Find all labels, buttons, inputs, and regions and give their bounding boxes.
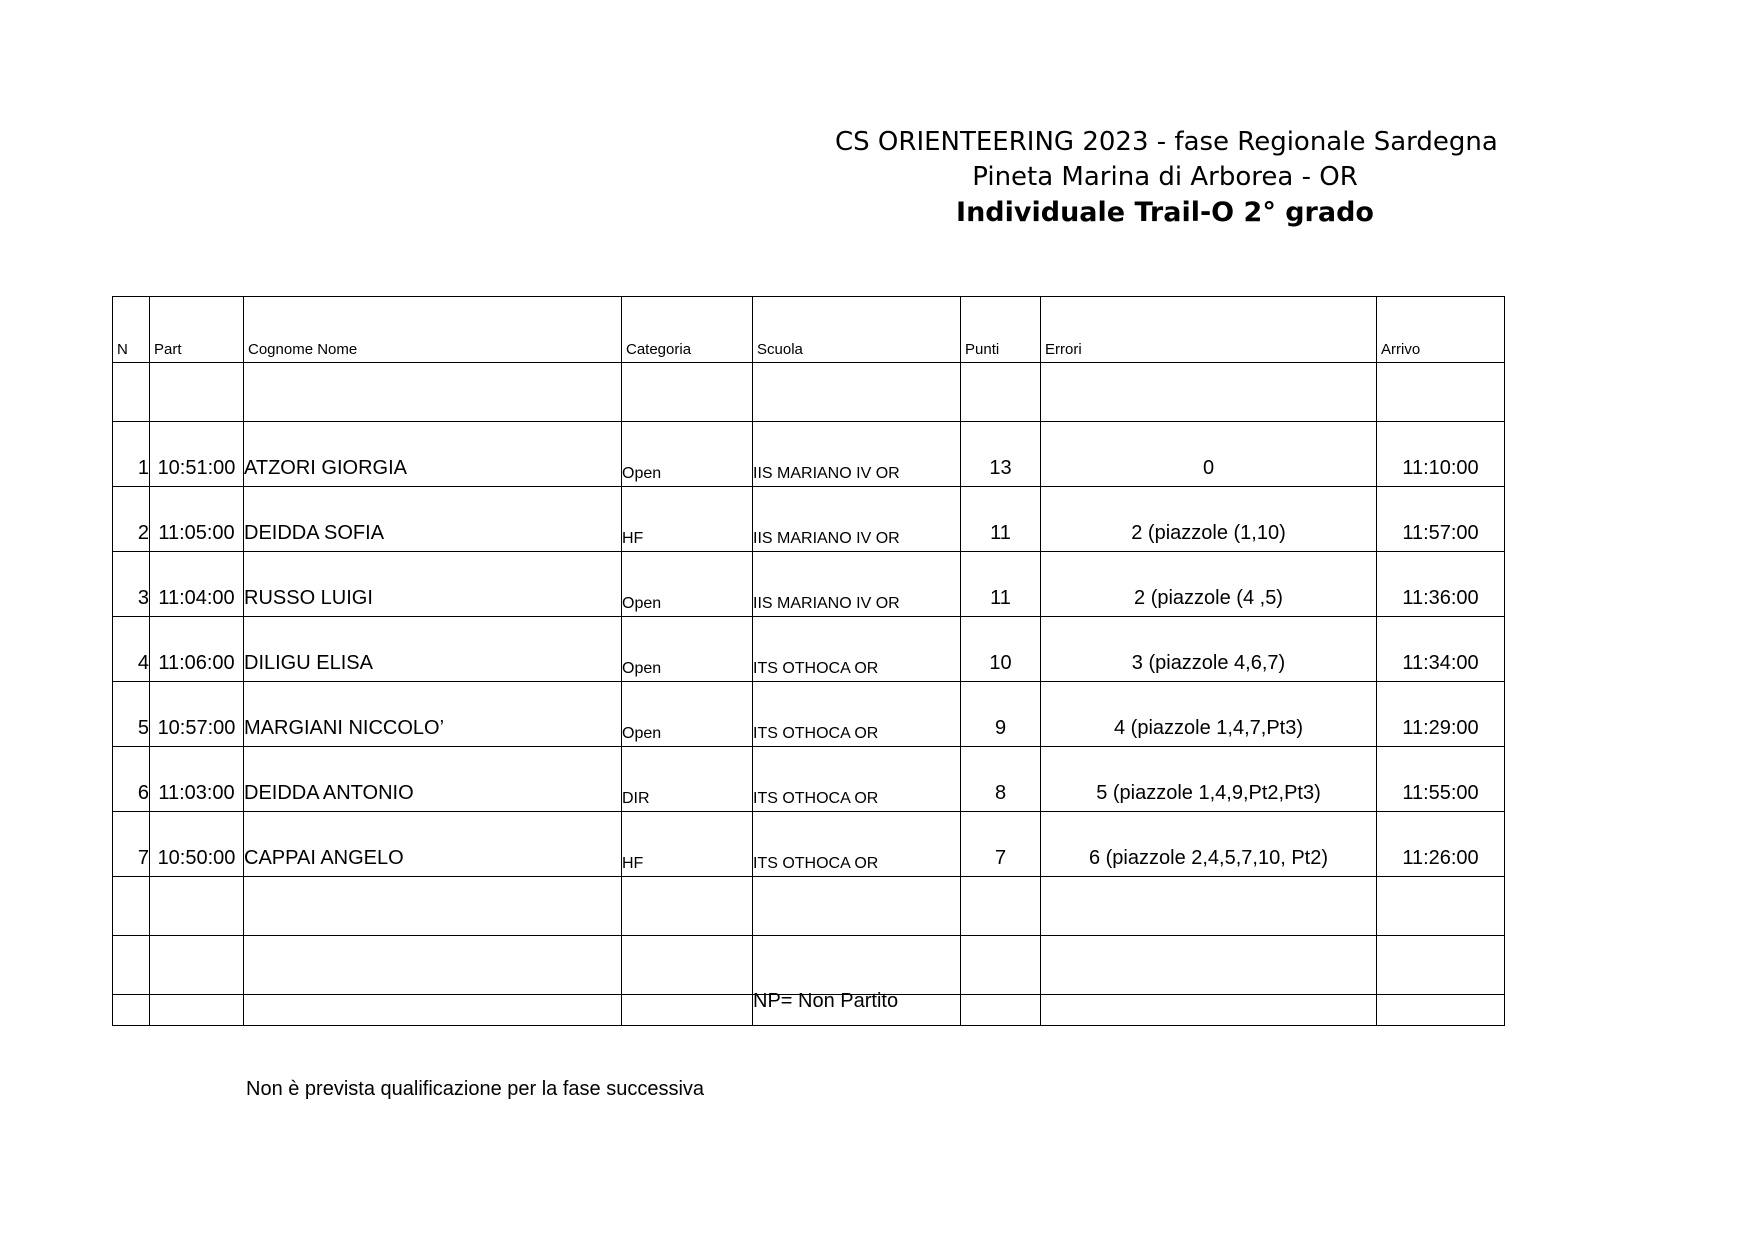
column-header-name: Cognome Nome <box>244 297 622 363</box>
document-title: CS ORIENTEERING 2023 - fase Regionale Sardegna <box>835 127 1498 157</box>
cell-part: 11:04:00 <box>150 552 244 617</box>
cell-school: ITS OTHOCA OR <box>753 617 961 682</box>
cell-name: DEIDDA ANTONIO <box>244 747 622 812</box>
cell-errors: 5 (piazzole 1,4,9,Pt2,Pt3) <box>1041 747 1377 812</box>
cell-arrival: 11:55:00 <box>1377 747 1505 812</box>
cell-part: 10:57:00 <box>150 682 244 747</box>
cell-name: ATZORI GIORGIA <box>244 422 622 487</box>
cell-category: Open <box>622 552 753 617</box>
empty-row <box>113 363 1505 422</box>
cell-part: 11:05:00 <box>150 487 244 552</box>
qualification-note: Non è prevista qualificazione per la fase successiva <box>246 1078 705 1100</box>
cell-part: 10:51:00 <box>150 422 244 487</box>
event-location: Pineta Marina di Arborea - OR <box>972 162 1358 192</box>
cell-name: DEIDDA SOFIA <box>244 487 622 552</box>
cell-errors: 2 (piazzole (1,10) <box>1041 487 1377 552</box>
table-row <box>113 487 1505 552</box>
table-row <box>113 747 1505 812</box>
column-header-points: Punti <box>961 297 1041 363</box>
cell-errors: 2 (piazzole (4 ,5) <box>1041 552 1377 617</box>
cell-errors: 3 (piazzole 4,6,7) <box>1041 617 1377 682</box>
cell-part: 11:03:00 <box>150 747 244 812</box>
table-row <box>113 617 1505 682</box>
cell-school: ITS OTHOCA OR <box>753 747 961 812</box>
cell-points: 9 <box>961 682 1041 747</box>
results-table <box>112 296 1505 1026</box>
cell-n: 1 <box>113 422 150 487</box>
cell-school: IIS MARIANO IV OR <box>753 552 961 617</box>
cell-category: Open <box>622 682 753 747</box>
cell-name: RUSSO LUIGI <box>244 552 622 617</box>
cell-arrival: 11:10:00 <box>1377 422 1505 487</box>
np-legend: NP= Non Partito <box>753 990 899 1012</box>
column-header-category: Categoria <box>622 297 753 363</box>
cell-arrival: 11:34:00 <box>1377 617 1505 682</box>
cell-category: HF <box>622 812 753 877</box>
table-header-row <box>113 297 1505 363</box>
empty-row <box>113 936 1505 995</box>
cell-part: 11:06:00 <box>150 617 244 682</box>
cell-points: 13 <box>961 422 1041 487</box>
cell-points: 10 <box>961 617 1041 682</box>
cell-category: Open <box>622 422 753 487</box>
cell-n: 5 <box>113 682 150 747</box>
cell-category: HF <box>622 487 753 552</box>
table-row <box>113 812 1505 877</box>
cell-arrival: 11:57:00 <box>1377 487 1505 552</box>
cell-school: ITS OTHOCA OR <box>753 812 961 877</box>
cell-errors: 6 (piazzole 2,4,5,7,10, Pt2) <box>1041 812 1377 877</box>
cell-points: 11 <box>961 552 1041 617</box>
column-header-school: Scuola <box>753 297 961 363</box>
table-row <box>113 682 1505 747</box>
column-header-arrival: Arrivo <box>1377 297 1505 363</box>
cell-n: 7 <box>113 812 150 877</box>
empty-row <box>113 877 1505 936</box>
cell-errors: 4 (piazzole 1,4,7,Pt3) <box>1041 682 1377 747</box>
cell-part: 10:50:00 <box>150 812 244 877</box>
cell-category: Open <box>622 617 753 682</box>
event-category: Individuale Trail-O 2° grado <box>956 197 1374 228</box>
cell-n: 3 <box>113 552 150 617</box>
cell-arrival: 11:26:00 <box>1377 812 1505 877</box>
cell-category: DIR <box>622 747 753 812</box>
cell-name: MARGIANI NICCOLO’ <box>244 682 622 747</box>
column-header-errors: Errori <box>1041 297 1377 363</box>
cell-arrival: 11:36:00 <box>1377 552 1505 617</box>
column-header-part: Part <box>150 297 244 363</box>
cell-n: 4 <box>113 617 150 682</box>
cell-arrival: 11:29:00 <box>1377 682 1505 747</box>
table-row <box>113 422 1505 487</box>
cell-points: 11 <box>961 487 1041 552</box>
cell-name: CAPPAI ANGELO <box>244 812 622 877</box>
cell-points: 8 <box>961 747 1041 812</box>
cell-n: 2 <box>113 487 150 552</box>
table-row <box>113 552 1505 617</box>
cell-school: ITS OTHOCA OR <box>753 682 961 747</box>
cell-name: DILIGU ELISA <box>244 617 622 682</box>
cell-points: 7 <box>961 812 1041 877</box>
cell-errors: 0 <box>1041 422 1377 487</box>
cell-school: IIS MARIANO IV OR <box>753 422 961 487</box>
column-header-n: N <box>113 297 150 363</box>
cell-n: 6 <box>113 747 150 812</box>
cell-school: IIS MARIANO IV OR <box>753 487 961 552</box>
